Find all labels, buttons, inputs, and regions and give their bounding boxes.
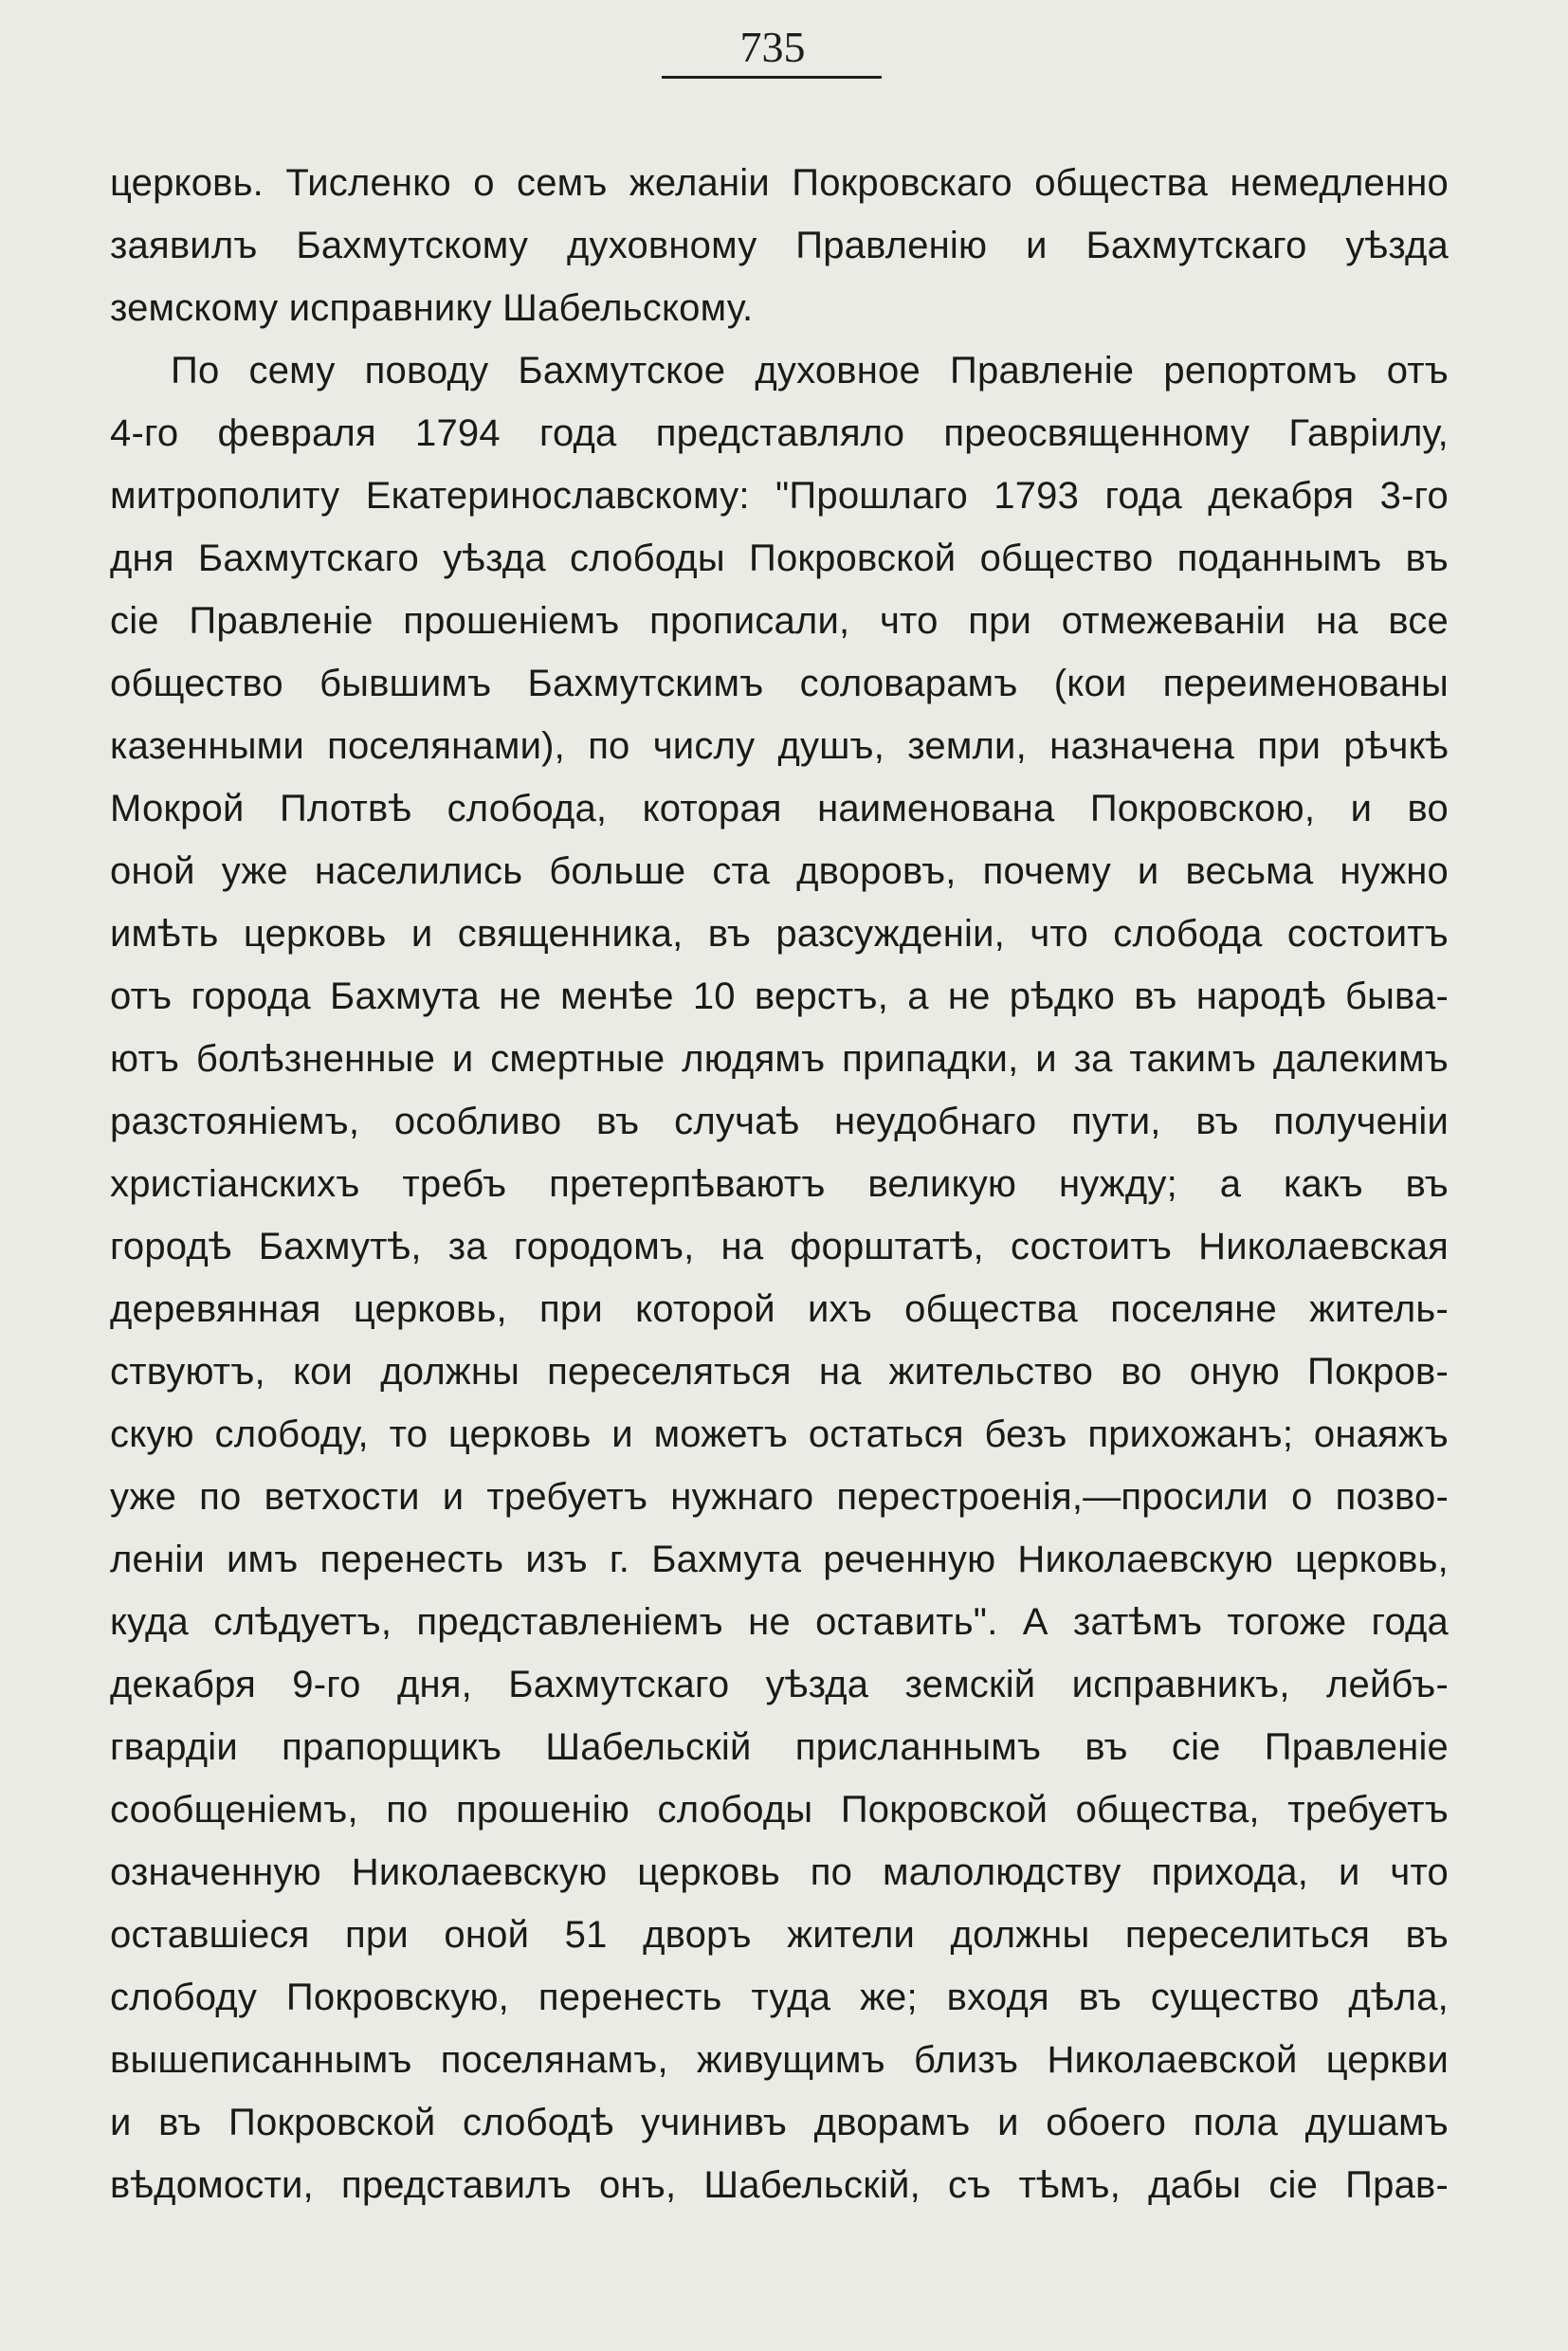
text-line: митрополиту Екатеринославскому: "Прошлаго 1793 года декабря 3-го bbox=[110, 475, 1449, 517]
text-line: городѣ Бахмутѣ, за городомъ, на форштатѣ, состоитъ Николаевская bbox=[110, 1226, 1449, 1267]
text-line: ленiи имъ перенесть изъ г. Бахмута реченную Николаевскую церковь, bbox=[110, 1539, 1449, 1580]
text-line: слободу Покровскую, перенесть туда же; входя въ существо дѣла, bbox=[110, 1977, 1449, 2018]
text-line: христiанскихъ требъ претерпѣваютъ великую нужду; а какъ въ bbox=[110, 1163, 1449, 1205]
text-line: Мокрой Плотвѣ слобода, которая наименована Покровскою, и во bbox=[110, 788, 1449, 829]
text-line: вѣдомости, представилъ онъ, Шабельскiй, съ тѣмъ, дабы сiе Прав- bbox=[110, 2164, 1449, 2206]
body-text bbox=[110, 152, 1449, 2216]
text-line: оной уже населились больше ста дворовъ, почему и весьма нужно bbox=[110, 850, 1449, 892]
text-line: дня Бахмутскаго уѣзда слободы Покровской общество поданнымъ въ bbox=[110, 538, 1449, 579]
text-line: общество бывшимъ Бахмутскимъ соловарамъ (кои переименованы bbox=[110, 663, 1449, 704]
text-line: церковь. Тисленко о семъ желанiи Покровскаго общества немедленно bbox=[110, 162, 1449, 204]
text-line: оставшiеся при оной 51 дворъ жители должны переселиться въ bbox=[110, 1914, 1449, 1956]
text-line: заявилъ Бахмутскому духовному Правленiю и Бахмутскаго уѣзда bbox=[110, 225, 1449, 266]
text-line: сiе Правленiе прошенiемъ прописали, что при отмежеванiи на все bbox=[110, 600, 1449, 642]
text-line: означенную Николаевскую церковь по малолюдству прихода, и что bbox=[110, 1851, 1449, 1893]
text-line: ствуютъ, кои должны переселяться на жительство во оную Покров- bbox=[110, 1351, 1449, 1393]
text-line: отъ города Бахмута не менѣе 10 верстъ, а не рѣдко въ народѣ быва- bbox=[110, 975, 1449, 1017]
text-line: казенными поселянами), по числу душъ, земли, назначена при рѣчкѣ bbox=[110, 725, 1449, 767]
text-line: гвардiи прапорщикъ Шабельскiй присланнымъ въ сiе Правленiе bbox=[110, 1726, 1449, 1768]
text-line: и въ Покровской слободѣ учинивъ дворамъ и обоего пола душамъ bbox=[110, 2102, 1449, 2143]
text-line: земскому исправнику Шабельскому. bbox=[110, 287, 754, 329]
text-line: сообщенiемъ, по прошенiю слободы Покровской общества, требуетъ bbox=[110, 1789, 1449, 1831]
text-line: ютъ болѣзненные и смертные людямъ припадки, и за такимъ далекимъ bbox=[110, 1038, 1449, 1080]
text-line: скую слободу, то церковь и можетъ остаться безъ прихожанъ; онаяжъ bbox=[110, 1413, 1449, 1455]
text-line: куда слѣдуетъ, представленiемъ не оставить". А затѣмъ тогоже года bbox=[110, 1601, 1449, 1643]
text-line: имѣть церковь и священника, въ разсужденiи, что слобода состоитъ bbox=[110, 913, 1449, 955]
text-line: По сему поводу Бахмутское духовное Правленiе репортомъ отъ bbox=[171, 350, 1449, 392]
text-line: 4-го февраля 1794 года представляло преосвященному Гавріилу, bbox=[110, 412, 1449, 454]
page-number: 735 bbox=[739, 23, 806, 71]
text-line: вышеписаннымъ поселянамъ, живущимъ близъ Николаевской церкви bbox=[110, 2039, 1449, 2081]
text-line: разстоянiемъ, особливо въ случаѣ неудобнаго пути, въ полученiи bbox=[110, 1101, 1449, 1142]
text-line: уже по ветхости и требуетъ нужнаго перестроенiя,—просили о позво- bbox=[110, 1476, 1449, 1518]
text-line: декабря 9-го дня, Бахмутскаго уѣзда земскiй исправникъ, лейбъ- bbox=[110, 1664, 1449, 1705]
page-number-underline bbox=[662, 76, 882, 79]
text-line: деревянная церковь, при которой ихъ общества поселяне житель- bbox=[110, 1288, 1449, 1330]
